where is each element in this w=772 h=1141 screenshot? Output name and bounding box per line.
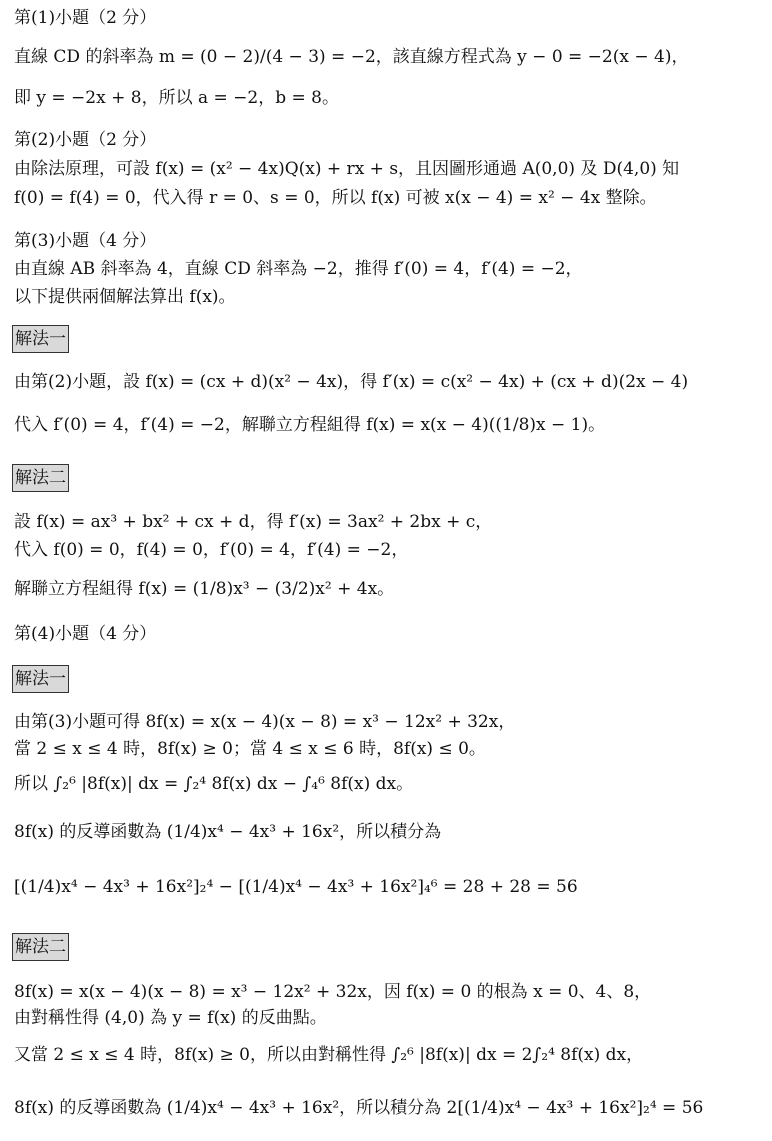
part2-heading: 第(2)小題（2 分） (14, 130, 157, 150)
part3-method1-line2: 代入 f′(0) = 4，f′(4) = −2，解聯立方程組得 f(x) = x(x − 4)((1/8)x − 1)。 (14, 415, 606, 435)
part4-method2-line3: 又當 2 ≤ x ≤ 4 時，8f(x) ≥ 0，所以由對稱性得 ∫₂⁶ |8f(x)| dx = 2∫₂⁴ 8f(x) dx， (14, 1045, 644, 1065)
part3-heading: 第(3)小題（4 分） (14, 231, 157, 251)
part3-line2: 以下提供兩個解法算出 f(x)。 (14, 287, 236, 307)
part3-method2-line1: 設 f(x) = ax³ + bx² + cx + d，得 f′(x) = 3ax² + 2bx + c， (14, 512, 493, 532)
part3-method2-line3: 解聯立方程組得 f(x) = (1/8)x³ − (3/2)x² + 4x。 (14, 579, 395, 599)
part4-method1-line2: 當 2 ≤ x ≤ 4 時，8f(x) ≥ 0；當 4 ≤ x ≤ 6 時，8f(x) ≤ 0。 (14, 739, 486, 759)
method2-tag-part3: 解法二 (12, 464, 69, 492)
part4-method2-line4: 8f(x) 的反導函數為 (1/4)x⁴ − 4x³ + 16x²，所以積分為 2[(1/4)x⁴ − 4x³ + 16x²]₂⁴ = 56 (14, 1098, 704, 1118)
part1-line1: 直線 CD 的斜率為 m = (0 − 2)/(4 − 3) = −2，該直線方程式為 y − 0 = −2(x − 4)， (14, 47, 689, 67)
part4-method2-line1: 8f(x) = x(x − 4)(x − 8) = x³ − 12x² + 32x，因 f(x) = 0 的根為 x = 0、4、8， (14, 982, 652, 1002)
part3-method1-line1: 由第(2)小題，設 f(x) = (cx + d)(x² − 4x)，得 f′(x) = c(x² − 4x) + (cx + d)(2x − 4) (14, 372, 689, 392)
part2-line1: 由除法原理，可設 f(x) = (x² − 4x)Q(x) + rx + s，且因圖形通過 A(0,0) 及 D(4,0) 知 (14, 159, 680, 179)
part3-line1: 由直線 AB 斜率為 4，直線 CD 斜率為 −2，推得 f′(0) = 4，f′(4) = −2， (14, 259, 583, 279)
part1-line2: 即 y = −2x + 8，所以 a = −2，b = 8。 (14, 88, 339, 108)
method1-tag-part4: 解法一 (12, 665, 69, 693)
method2-tag-part4: 解法二 (12, 933, 69, 961)
part4-heading: 第(4)小題（4 分） (14, 624, 157, 644)
part4-method1-line4: 8f(x) 的反導函數為 (1/4)x⁴ − 4x³ + 16x²，所以積分為 (14, 822, 442, 842)
part2-line2: f(0) = f(4) = 0，代入得 r = 0、s = 0，所以 f(x) 可被 x(x − 4) = x² − 4x 整除。 (14, 188, 657, 208)
part1-heading: 第(1)小題（2 分） (14, 8, 157, 28)
method1-tag-part3: 解法一 (12, 325, 69, 353)
part4-method1-line5: [(1/4)x⁴ − 4x³ + 16x²]₂⁴ − [(1/4)x⁴ − 4x³ + 16x²]₄⁶ = 28 + 28 = 56 (14, 877, 578, 897)
part4-method2-line2: 由對稱性得 (4,0) 為 y = f(x) 的反曲點。 (14, 1008, 327, 1028)
part4-method1-line3: 所以 ∫₂⁶ |8f(x)| dx = ∫₂⁴ 8f(x) dx − ∫₄⁶ 8f(x) dx。 (14, 774, 414, 794)
part3-method2-line2: 代入 f(0) = 0，f(4) = 0，f′(0) = 4，f′(4) = −2， (14, 540, 409, 560)
part4-method1-line1: 由第(3)小題可得 8f(x) = x(x − 4)(x − 8) = x³ − 12x² + 32x， (14, 712, 516, 732)
